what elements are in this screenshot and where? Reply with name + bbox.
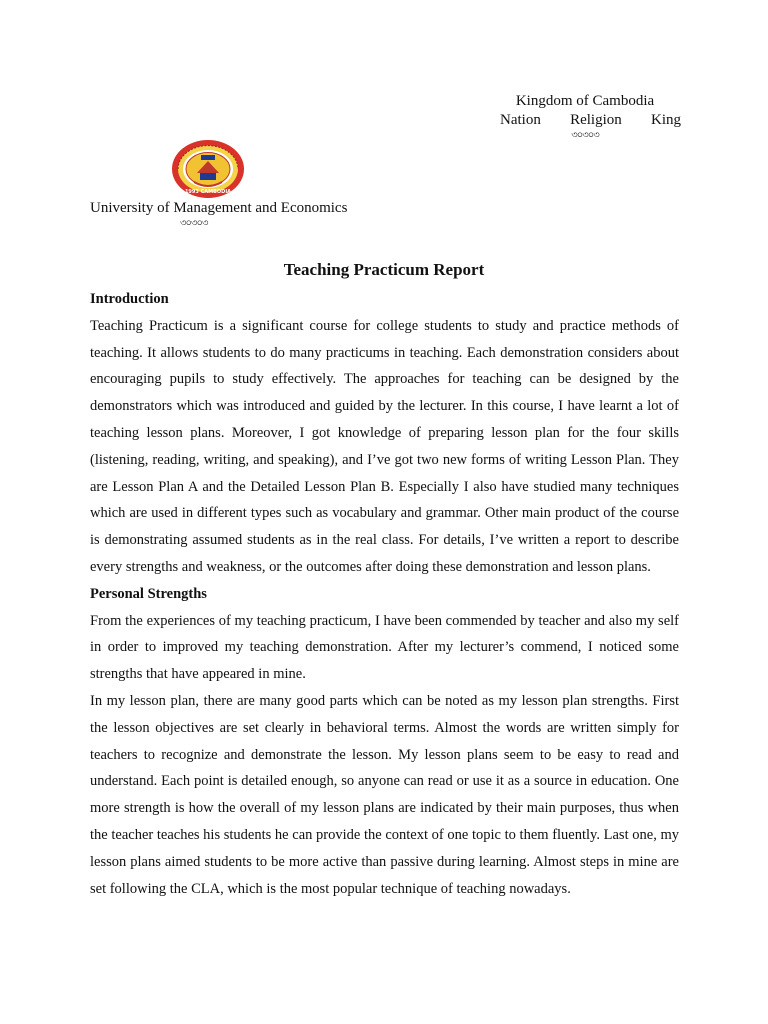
national-header	[500, 92, 681, 142]
country-name: Kingdom of Cambodia	[515, 93, 655, 109]
university-ornament: ৩০৩০৩	[180, 218, 208, 229]
ornament-divider: ৩০৩০৩	[571, 130, 599, 141]
national-motto: Nation Religion King	[500, 112, 681, 128]
section-heading-personal-strengths: Personal Strengths	[90, 585, 207, 602]
strengths-paragraph-2: In my lesson plan, there are many good parts which can be noted as my lesson plan strengths. First the lesson objectives are set clearly in behavioral terms. Almost the words are written simply for teachers to recognize and demonstrate the lesson. My lesson plans seem to be easy to read and understand. Each point is detailed enough, so anyone can read or use it as a source in education. One more strength is how the overall of my lesson plans are indicated by their main purposes, thus when the teacher teaches his students he can provide the context of one topic to them fluently. Last one, my lesson plans aimed students to be more active than passive during learning. Almost steps in mine are set following the CLA, which is the most popular technique of teaching nowadays.	[90, 692, 679, 897]
document-title: Teaching Practicum Report	[283, 260, 485, 279]
strengths-paragraph-1: From the experiences of my teaching practicum, I have been commended by teacher and also my self in order to improved my teaching demonstration. After my lecturer’s commend, I noticed some strengths that have appeared in mine.	[90, 612, 679, 683]
logo-text: 1993 CAMBODIA	[184, 189, 232, 195]
university-logo	[170, 138, 246, 200]
university-name: University of Management and Economics	[90, 200, 348, 216]
section-heading-introduction: Introduction	[90, 291, 169, 307]
introduction-paragraph: Teaching Practicum is a significant course for college students to study and practice methods of teaching. It allows students to do many practicums in teaching. Each demonstration considers about encouraging pupils to study effectively. The approaches for teaching can be designed by the demonstrators which was introduced and guided by the lecturer. In this course, I have learnt a lot of teaching lesson plans. Moreover, I got knowledge of preparing lesson plan for the four skills (listening, reading, writing, and speaking), and I’ve got two new forms of writing Lesson Plan. They are Lesson Plan A and the Detailed Lesson Plan B. Especially I also have studied many techniques which are used in different types such as vocabulary and grammar. Other main product of the course is demonstrating assumed students as in the real class. For details, I’ve written a report to describe every strengths and weakness, or the outcomes after doing these demonstration and lesson plans.	[90, 317, 679, 575]
document-body	[90, 286, 679, 902]
